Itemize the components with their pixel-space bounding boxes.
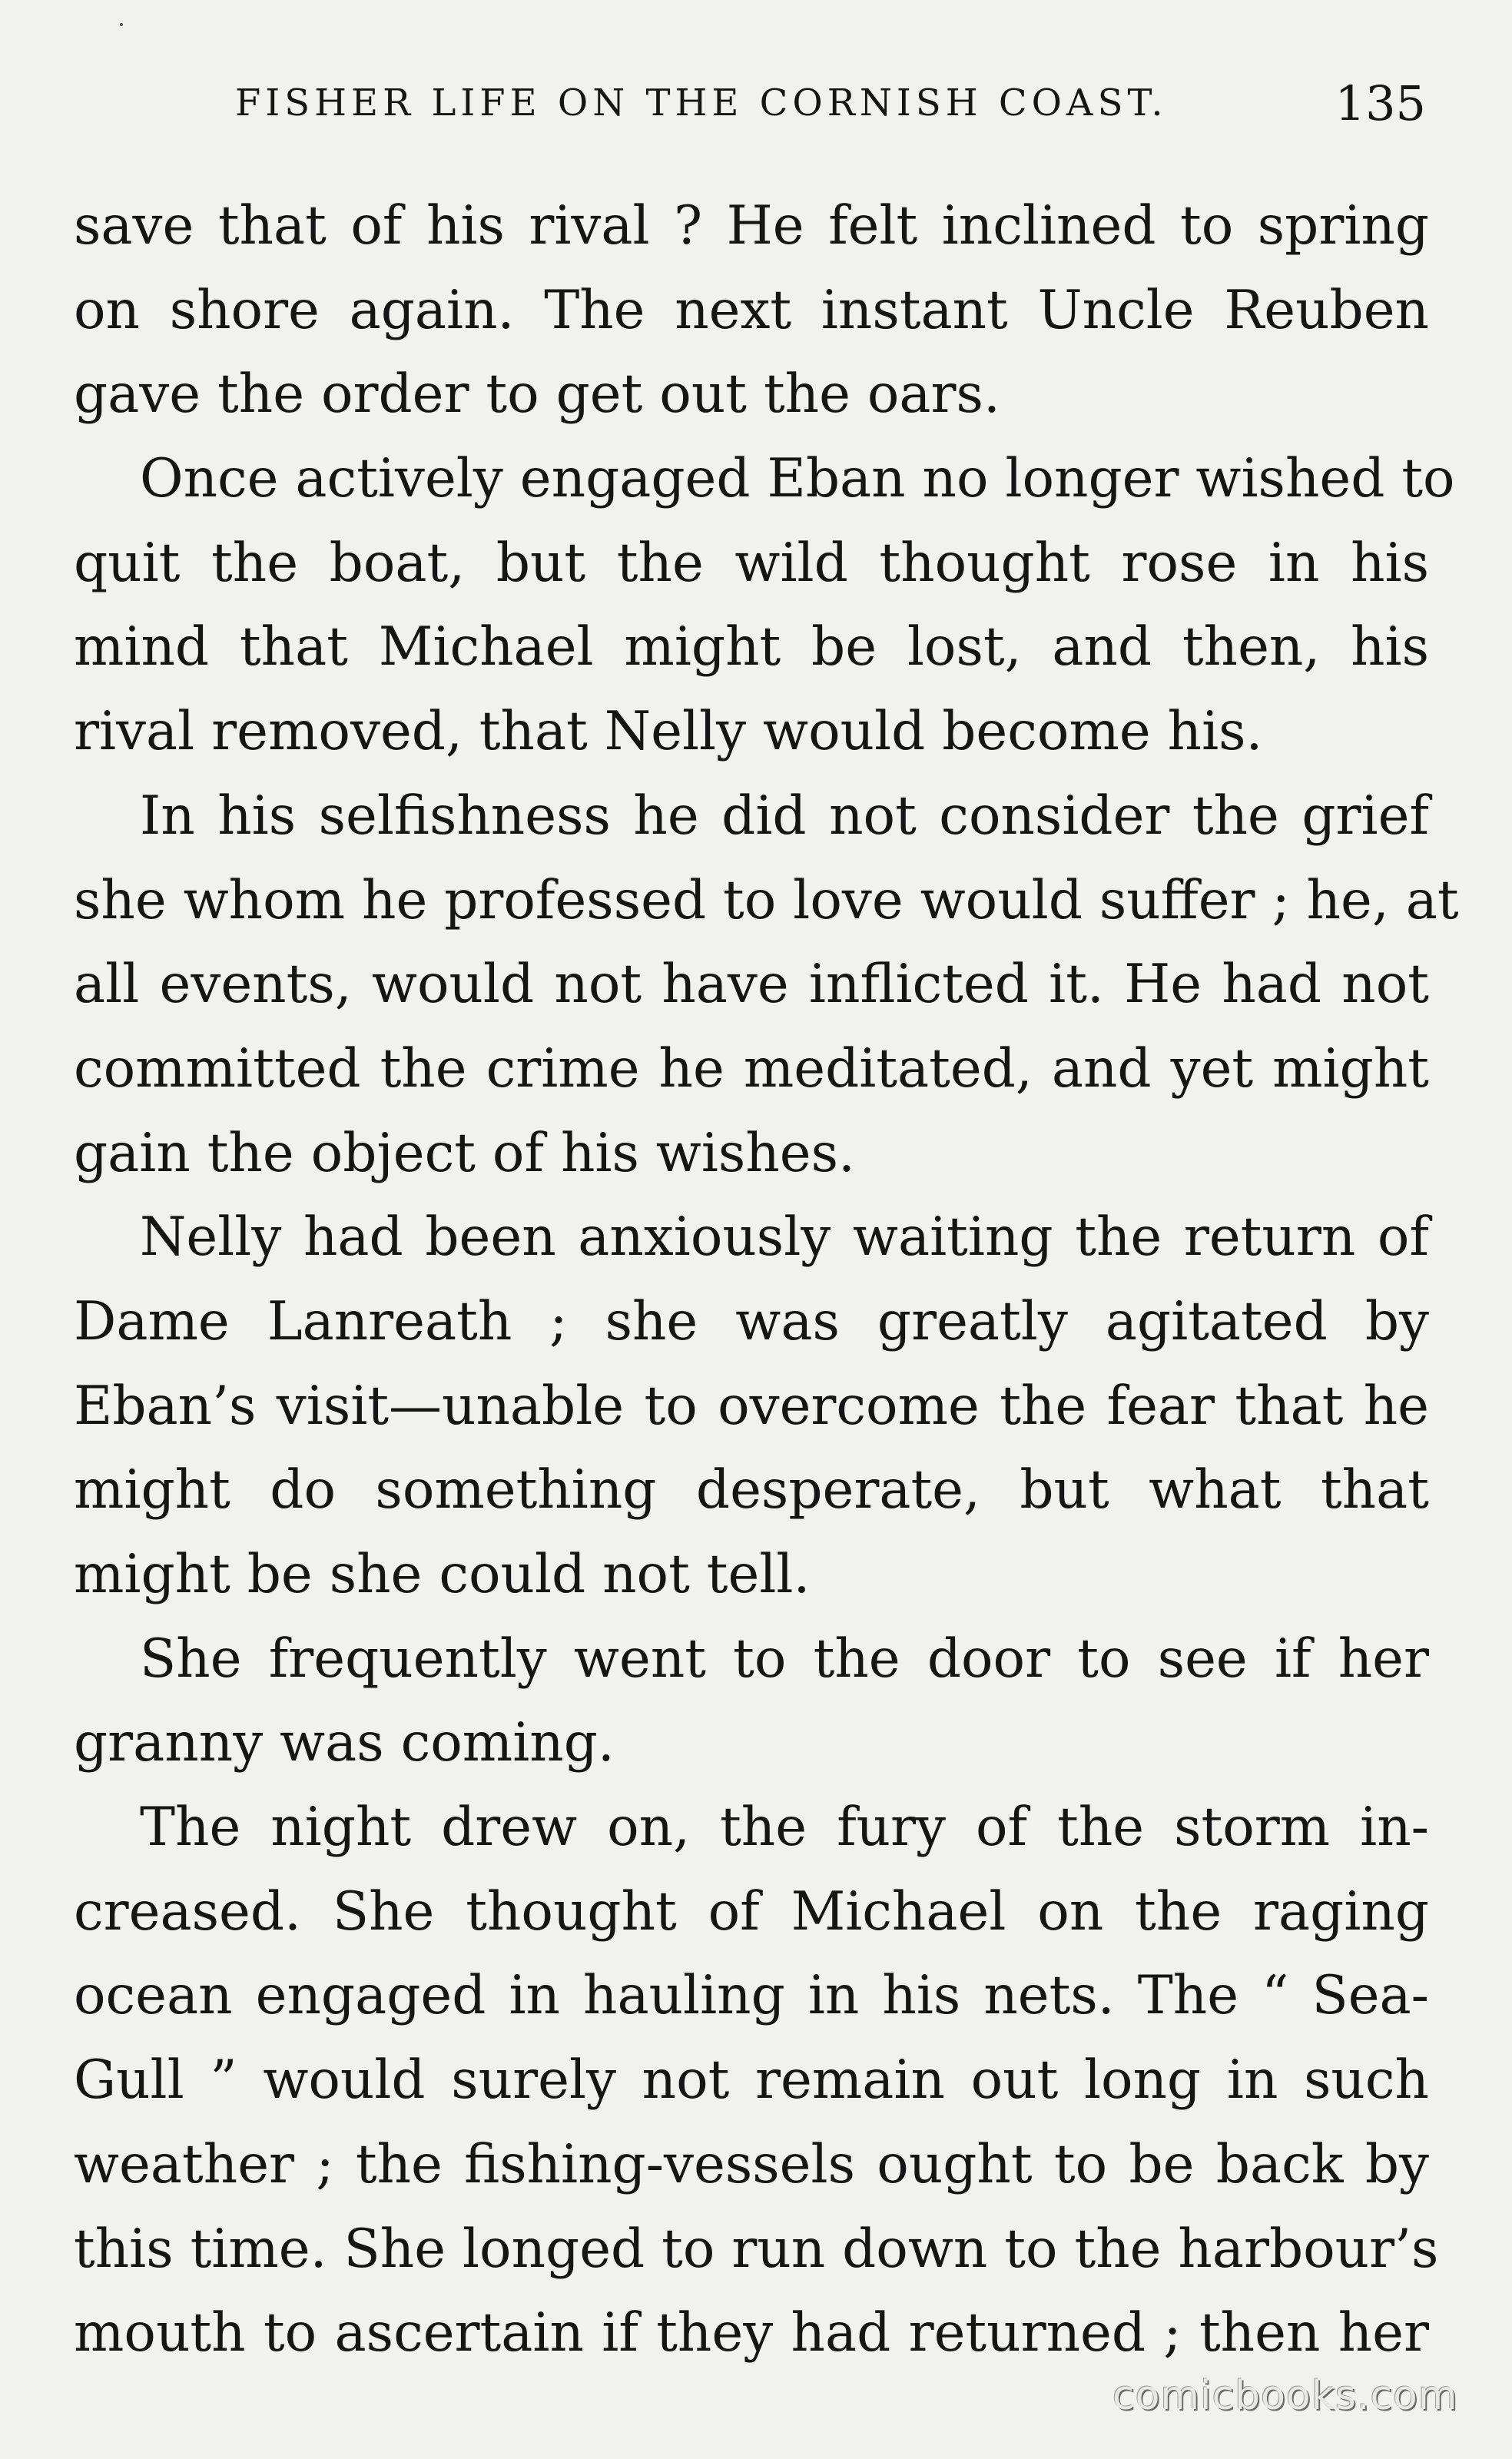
- paragraph: [74, 1196, 1429, 1617]
- text-line: gain the object of his wishes.: [74, 1122, 855, 1184]
- text-line: on shore again. The next instant Uncle Reuben: [74, 279, 1429, 341]
- watermark: comicbooks.com: [1112, 2373, 1458, 2419]
- paragraph: [74, 1618, 1429, 1786]
- text-line: all events, would not have inflicted it. He had not: [74, 954, 1429, 1016]
- page-number: 135: [1335, 75, 1426, 131]
- text-line: In his selfishness he did not consider the grief: [140, 785, 1429, 847]
- paragraph: [74, 184, 1429, 437]
- running-head: [74, 75, 1426, 137]
- text-line: Dame Lanreath ; she was greatly agitated by: [74, 1290, 1429, 1352]
- text-line: gave the order to get out the oars.: [74, 363, 1000, 426]
- text-line: committed the crime he meditated, and yet might: [74, 1037, 1429, 1100]
- text-line: Nelly had been anxiously waiting the return of: [140, 1206, 1429, 1269]
- paragraph: [74, 775, 1459, 1196]
- text-line: she whom he professed to love would suffer ; he, at: [74, 869, 1459, 931]
- text-line: granny was coming.: [74, 1712, 615, 1774]
- text-line: She frequently went to the door to see if her: [140, 1628, 1429, 1690]
- text-line: mind that Michael might be lost, and then, his: [74, 616, 1429, 679]
- text-line: save that of his rival ? He felt inclined to spring: [74, 195, 1429, 257]
- text-line: Gull ” would surely not remain out long in such: [74, 2049, 1429, 2112]
- text-line: creased. She thought of Michael on the raging: [74, 1880, 1429, 1943]
- print-speck: [120, 23, 123, 26]
- paragraph: [74, 437, 1455, 775]
- text-line: might be she could not tell.: [74, 1544, 811, 1605]
- text-line: ocean engaged in hauling in his nets. The “ Sea-: [74, 1965, 1429, 2027]
- text-line: quit the boat, but the wild thought rose in his: [74, 532, 1429, 594]
- text-line: weather ; the fishing-vessels ought to be back by: [74, 2133, 1429, 2195]
- text-line: The night drew on, the fury of the storm in-: [140, 1797, 1429, 1859]
- text-line: Eban’s visit—unable to overcome the fear that he: [74, 1375, 1429, 1437]
- body-text: [74, 184, 1459, 2376]
- text-line: mouth to ascertain if they had returned ; then her: [74, 2302, 1429, 2364]
- running-title: FISHER LIFE ON THE CORNISH COAST.: [235, 81, 1168, 124]
- text-line: this time. She longed to run down to the harbour’s: [74, 2218, 1439, 2280]
- text-line: rival removed, that Nelly would become his.: [74, 701, 1263, 763]
- paragraph: [74, 1786, 1439, 2376]
- text-line: Once actively engaged Eban no longer wished to: [140, 448, 1455, 510]
- text-line: might do something desperate, but what that: [74, 1459, 1429, 1522]
